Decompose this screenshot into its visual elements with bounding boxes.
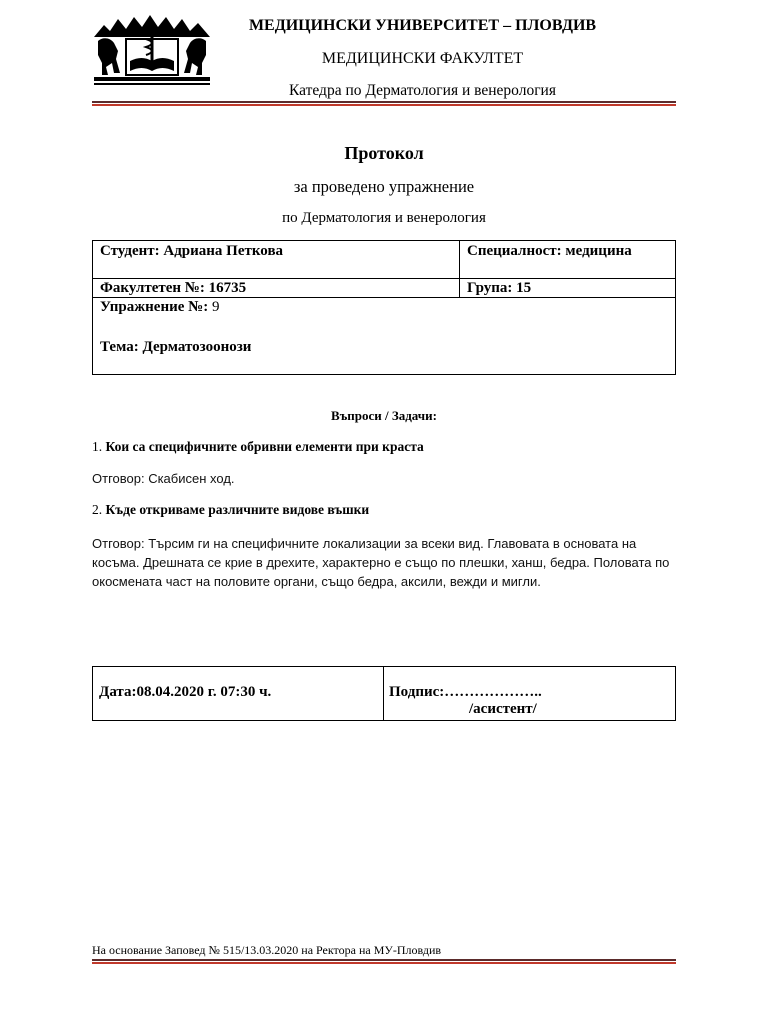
document-subtitle: за проведено упражнение xyxy=(293,177,475,196)
assistant-role: /асистент/ xyxy=(469,701,537,717)
faculty-number-label: Факултетен №: xyxy=(100,280,205,296)
student-label: Студент: xyxy=(100,243,160,259)
date-value: 08.04.2020 г. 07:30 ч. xyxy=(136,684,272,700)
exercise-cell xyxy=(93,298,676,375)
document-subject: по Дерматология и венерология xyxy=(282,210,486,226)
group-cell xyxy=(460,279,676,298)
date-cell xyxy=(93,667,384,721)
signature-cell xyxy=(384,667,676,721)
question-1-text: Кои са специфичните обривни елементи при краста xyxy=(105,439,424,454)
question-2-number: 2. xyxy=(92,502,103,517)
university-crest-icon xyxy=(92,15,212,87)
footer-note: На основание Заповед № 515/13.03.2020 на Ректора на МУ-Пловдив xyxy=(92,943,442,957)
signature-table xyxy=(92,666,676,721)
department-name: Катедра по Дерматология и венерология xyxy=(289,82,556,99)
header-divider xyxy=(92,101,676,106)
question-1-number: 1. xyxy=(92,439,103,454)
faculty-number-cell xyxy=(93,279,460,298)
question-1 xyxy=(92,439,424,455)
topic-label: Тема: xyxy=(100,339,139,355)
exercise-number: 9 xyxy=(211,299,220,315)
document-title: Протокол xyxy=(344,143,424,163)
faculty-name: МЕДИЦИНСКИ ФАКУЛТЕТ xyxy=(321,50,524,67)
group-label: Група: xyxy=(467,280,513,296)
date-label: Дата: xyxy=(99,684,137,700)
faculty-number-value: 16735 xyxy=(208,280,247,296)
question-2 xyxy=(92,502,369,518)
topic-value: Дерматозоонози xyxy=(142,339,252,355)
student-name: Адриана Петкова xyxy=(163,243,284,259)
student-cell xyxy=(93,241,460,279)
answer-2: Отговор: Търсим ги на специфичните локализации за всеки вид. Главовата в основата на косъма. Дрешната се крие в дрехите, характерно е също по плешки, ханш, бедра. Половата по окосмената част на половите органи, също бедра, аксили, вежди и мигли. xyxy=(92,536,670,589)
student-info-table xyxy=(92,240,676,375)
exercise-label: Упражнение №: xyxy=(100,299,209,315)
questions-heading: Въпроси / Задачи: xyxy=(331,408,437,423)
specialty-value: медицина xyxy=(565,243,632,259)
footer-divider xyxy=(92,959,676,964)
specialty-cell xyxy=(460,241,676,279)
university-name: МЕДИЦИНСКИ УНИВЕРСИТЕТ – ПЛОВДИВ xyxy=(248,17,597,34)
specialty-label: Специалност: xyxy=(467,243,562,259)
signature-dots: ……………….. xyxy=(444,684,542,700)
group-value: 15 xyxy=(516,280,532,296)
answer-1: Отговор: Скабисен ход. xyxy=(92,471,235,486)
question-2-text: Къде откриваме различните видове въшки xyxy=(105,502,370,517)
signature-label: Подпис: xyxy=(389,684,445,700)
